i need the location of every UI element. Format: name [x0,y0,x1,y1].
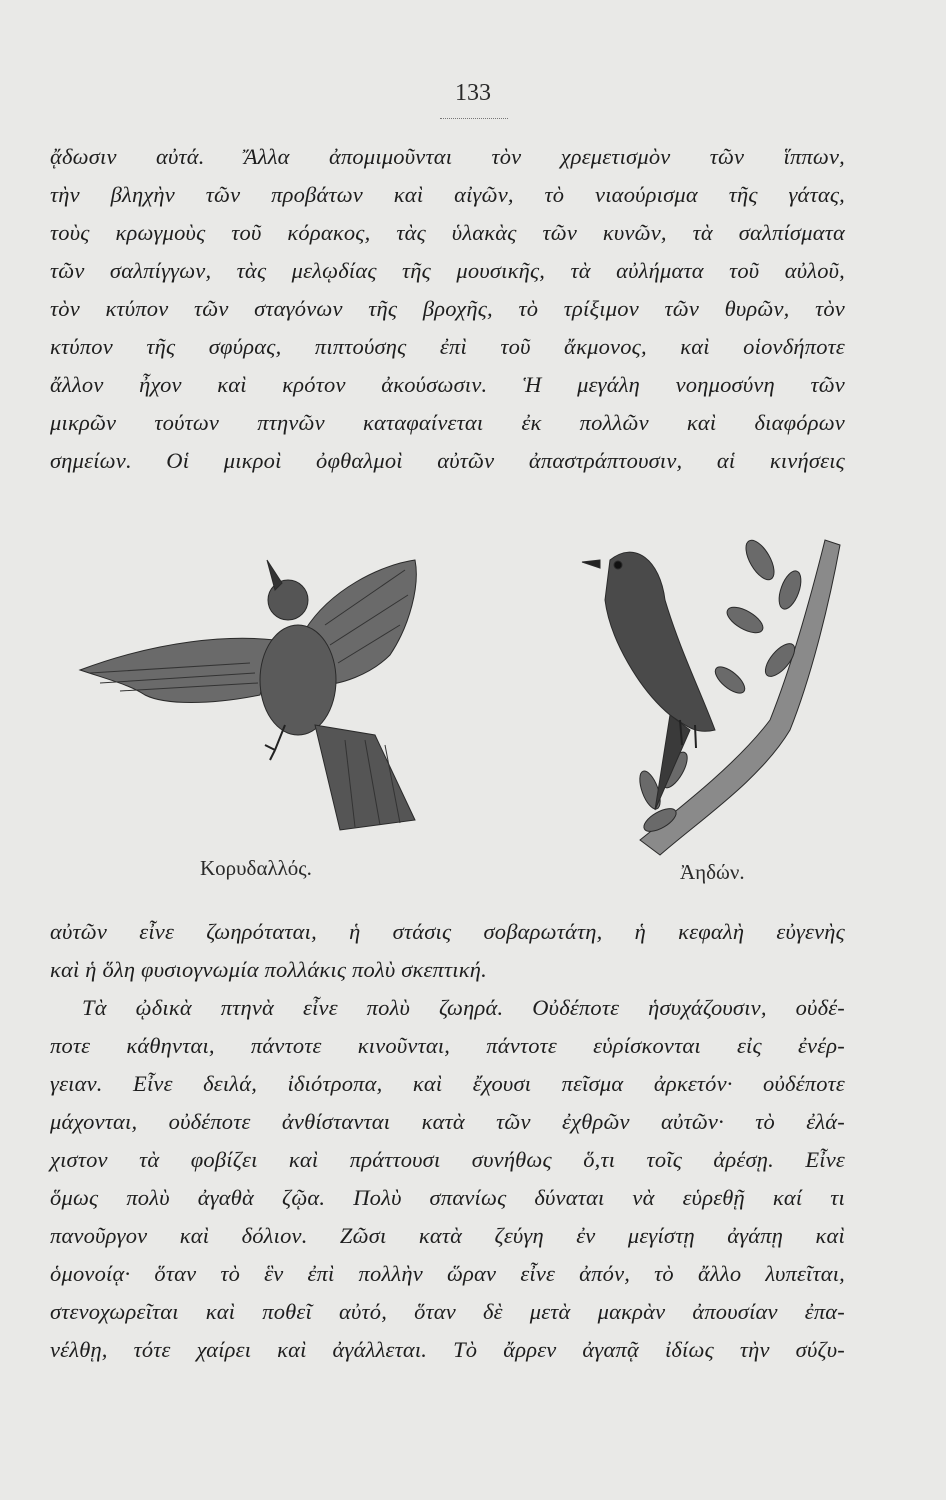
bottom-paragraph [50,913,845,1369]
text-line: τοὺς κρωγμοὺς τοῦ κόρακος, τὰς ὑλακὰς τῶν κυνῶν, τὰ σαλπίσματα [50,220,845,245]
text-line: τῶν σαλπίγγων, τὰς μελῳδίας τῆς μουσικῆς, τὰ αὐλήματα τοῦ αὐλοῦ, [50,258,845,283]
text-line: αὐτῶν εἶνε ζωηρόταται, ἡ στάσις σοβαρωτάτη, ἡ κεφαλὴ εὐγενὴς [50,919,845,944]
text-line: στενοχωρεῖται καὶ ποθεῖ αὐτό, ὅταν δὲ μετὰ μακρὰν ἀπουσίαν ἐπα- [50,1299,845,1324]
text-line: χιστον τὰ φοβίζει καὶ πράττουσι συνήθως ὅ,τι τοῖς ἀρέσῃ. Εἶνε [50,1147,845,1172]
text-line: νέλθῃ, τότε χαίρει καὶ ἀγάλλεται. Τὸ ἄρρεν ἀγαπᾷ ἰδίως τὴν σύζυ- [50,1337,845,1362]
text-line: ὅμως πολὺ ἀγαθὰ ζῷα. Πολὺ σπανίως δύναται νὰ εὑρεθῇ καί τι [50,1185,845,1210]
text-line: τὸν κτύπον τῶν σταγόνων τῆς βροχῆς, τὸ τρίξιμον τῶν θυρῶν, τὸν [50,296,845,321]
text-line: κτύπον τῆς σφύρας, πιπτούσης ἐπὶ τοῦ ἄκμονος, καὶ οἱονδήποτε [50,334,845,359]
text-line: ἄλλον ἦχον καὶ κρότον ἀκούσωσιν. Ἡ μεγάλη νοημοσύνη τῶν [50,372,845,397]
text-line: Τὰ ᾠδικὰ πτηνὰ εἶνε πολὺ ζωηρά. Οὐδέποτε ἡσυχάζουσιν, οὐδέ- [82,995,845,1020]
page-number-rule [440,118,508,119]
text-line: μάχονται, οὐδέποτε ἀνθίστανται κατὰ τῶν ἐχθρῶν αὐτῶν· τὸ ἐλά- [50,1109,845,1134]
nightingale-illustration [570,520,870,860]
text-line: γειαν. Εἶνε δειλά, ἰδιότροπα, καὶ ἔχουσι πεῖσμα ἀρκετόν· οὐδέποτε [50,1071,845,1096]
text-line: ποτε κάθηνται, πάντοτε κινοῦνται, πάντοτε εὑρίσκονται εἰς ἐνέρ- [50,1033,845,1058]
lark-caption: Κορυδαλλός. [200,856,312,880]
lark-illustration [70,545,490,845]
text-line: σημείων. Οἱ μικροὶ ὀφθαλμοὶ αὐτῶν ἀπαστράπτουσιν, αἱ κινήσεις [50,448,845,473]
text-line: πανοῦργον καὶ δόλιον. Ζῶσι κατὰ ζεύγη ἐν μεγίστῃ ἀγάπῃ καὶ [50,1223,845,1248]
text-line: τὴν βληχὴν τῶν προβάτων καὶ αἰγῶν, τὸ νιαούρισμα τῆς γάτας, [50,182,845,207]
text-line: καὶ ἡ ὅλη φυσιογνωμία πολλάκις πολὺ σκεπτική. [50,957,487,982]
top-paragraph [50,138,845,480]
text-line: μικρῶν τούτων πτηνῶν καταφαίνεται ἐκ πολλῶν καὶ διαφόρων [50,410,845,435]
text-line: ὁμονοίᾳ· ὅταν τὸ ἓν ἐπὶ πολλὴν ὥραν εἶνε ἀπόν, τὸ ἄλλο λυπεῖται, [50,1261,845,1286]
nightingale-caption: Ἀηδών. [680,860,745,884]
page-number: 133 [455,80,491,106]
text-line: ᾄδωσιν αὐτά. Ἄλλα ἀπομιμοῦνται τὸν χρεμετισμὸν τῶν ἵππων, [50,144,845,169]
